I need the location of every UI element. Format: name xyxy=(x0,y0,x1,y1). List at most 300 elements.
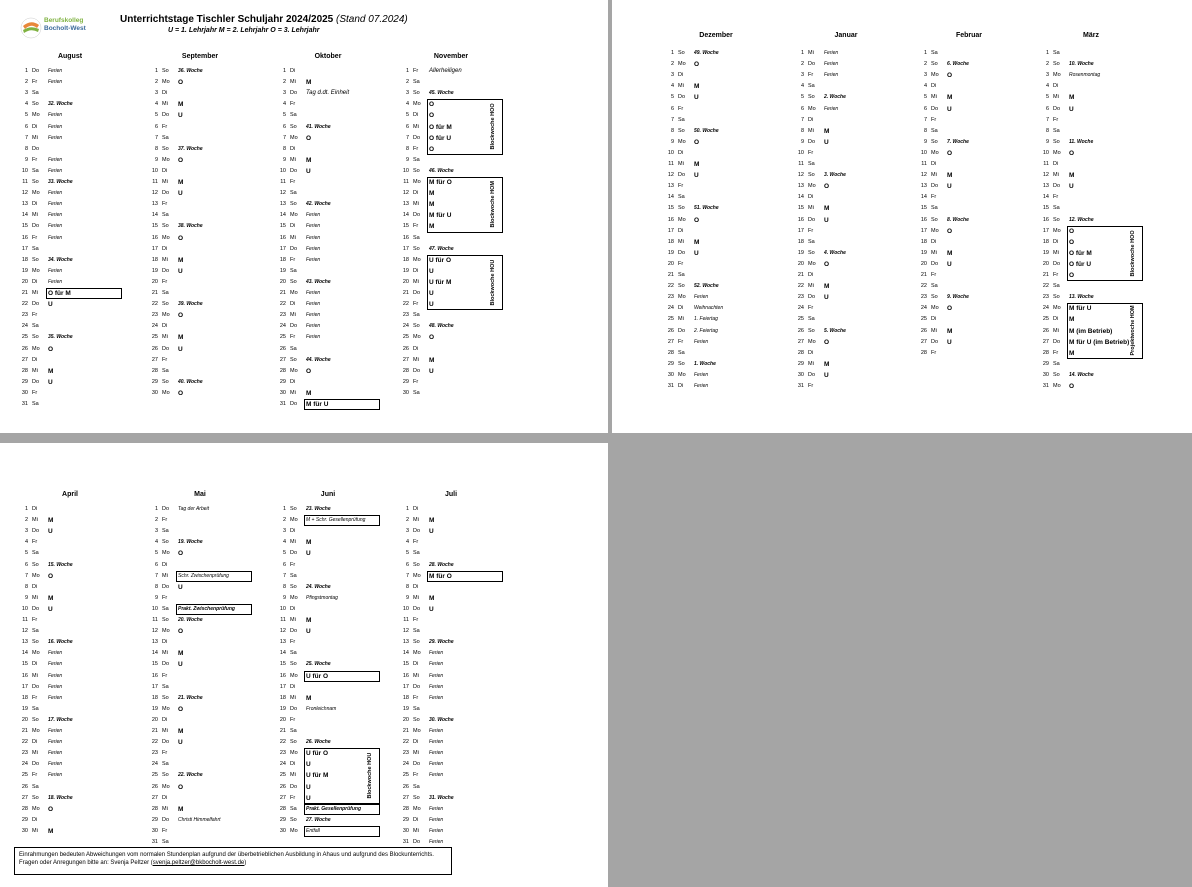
day-number: 26 xyxy=(151,345,158,352)
weekday: Mo xyxy=(32,112,40,119)
day-row xyxy=(146,748,256,759)
weekday: Fr xyxy=(32,156,38,163)
day-marker: M für O xyxy=(429,572,452,580)
day-row xyxy=(16,77,126,88)
day-row xyxy=(915,137,1025,148)
day-number: 1 xyxy=(405,506,409,512)
day-number: 23 xyxy=(920,294,927,301)
weekday: Mo xyxy=(678,138,686,145)
day-number: 8 xyxy=(282,145,286,152)
day-number: 15 xyxy=(279,223,286,230)
day-number: 14 xyxy=(797,194,804,201)
weekday: Sa xyxy=(413,312,420,319)
weekday: Mo xyxy=(1053,149,1061,156)
day-row xyxy=(792,226,902,237)
day-row xyxy=(16,726,126,737)
day-number: 21 xyxy=(279,728,286,734)
day-row xyxy=(792,215,902,226)
day-marker: M xyxy=(429,223,435,231)
day-row xyxy=(146,582,256,593)
weekday: So xyxy=(290,661,297,668)
day-row xyxy=(16,122,126,133)
day-number: 5 xyxy=(800,94,804,101)
day-row xyxy=(274,199,384,210)
day-marker: Ferien xyxy=(48,772,63,779)
weekday: Mo xyxy=(931,305,939,312)
day-number: 16 xyxy=(1042,216,1049,223)
weekday: Mi xyxy=(1053,172,1059,179)
day-row xyxy=(1037,48,1147,59)
day-number: 7 xyxy=(282,134,286,141)
day-number: 25 xyxy=(151,334,158,341)
highlight-box xyxy=(176,604,252,615)
month-header: Januar xyxy=(834,32,858,39)
weekday: Sa xyxy=(290,572,297,579)
weekday: Fr xyxy=(290,101,296,108)
day-marker: Ferien xyxy=(429,739,444,746)
day-number: 20 xyxy=(797,260,804,267)
day-row xyxy=(274,815,384,826)
day-number: 11 xyxy=(403,179,409,185)
weekday: Di xyxy=(32,356,38,363)
weekday: Di xyxy=(413,739,419,746)
weekday: Di xyxy=(678,227,684,234)
weekday: Fr xyxy=(162,827,168,834)
weekday: Sa xyxy=(162,367,169,374)
day-row xyxy=(274,210,384,221)
day-row xyxy=(146,77,256,88)
day-row xyxy=(1037,115,1147,126)
weekday: Sa xyxy=(162,839,169,845)
day-number: 17 xyxy=(279,245,286,252)
day-row xyxy=(146,277,256,288)
day-number: 11 xyxy=(152,179,158,185)
day-number: 14 xyxy=(402,212,409,219)
day-row xyxy=(662,359,772,370)
day-row xyxy=(16,615,126,626)
day-marker: Ferien xyxy=(48,123,63,130)
day-marker: M xyxy=(178,728,184,735)
day-row xyxy=(146,804,256,815)
day-row xyxy=(662,314,772,325)
day-marker: U xyxy=(824,138,829,146)
weekday: Di xyxy=(162,716,168,723)
day-number: 9 xyxy=(923,138,927,145)
weekday: Di xyxy=(162,639,168,646)
day-number: 26 xyxy=(21,783,28,790)
weekday: Fr xyxy=(1053,272,1059,278)
day-number: 11 xyxy=(798,161,804,167)
weekday: Mi xyxy=(290,694,296,701)
day-number: 12 xyxy=(920,172,927,179)
day-row xyxy=(274,548,384,559)
day-number: 15 xyxy=(151,223,158,230)
day-marker: Ferien xyxy=(429,728,444,734)
day-row xyxy=(1037,159,1147,170)
day-number: 7 xyxy=(923,116,927,123)
day-marker: U xyxy=(694,172,699,180)
day-marker: 51. Woche xyxy=(694,205,719,212)
weekday: Do xyxy=(413,212,421,219)
weekday: Mi xyxy=(1053,94,1059,101)
day-row xyxy=(16,804,126,815)
day-number: 21 xyxy=(151,290,158,296)
day-row xyxy=(16,366,126,377)
weekday: Fr xyxy=(290,794,296,801)
day-row xyxy=(915,115,1025,126)
day-marker: Ferien xyxy=(48,750,63,757)
day-row xyxy=(16,110,126,121)
day-marker: M xyxy=(306,79,312,87)
weekday: Fr xyxy=(413,145,419,152)
day-number: 27 xyxy=(21,794,28,801)
day-marker: 21. Woche xyxy=(178,694,203,701)
day-row xyxy=(16,826,126,837)
stand-date: (Stand 07.2024) xyxy=(336,14,408,25)
day-number: 31 xyxy=(151,839,158,845)
day-row xyxy=(397,648,507,659)
weekday: Fr xyxy=(413,772,419,779)
day-marker: 17. Woche xyxy=(48,716,73,723)
weekday: Do xyxy=(808,294,816,301)
weekday: Di xyxy=(1053,83,1059,90)
weekday: Di xyxy=(162,245,168,252)
day-number: 10 xyxy=(279,605,286,612)
day-row xyxy=(146,693,256,704)
weekday: So xyxy=(32,334,39,341)
day-row xyxy=(792,148,902,159)
weekday: Fr xyxy=(1053,116,1059,123)
contact-email-link[interactable]: svenja.peltzer@bkbocholt-west.de xyxy=(152,860,245,866)
day-row xyxy=(792,159,902,170)
weekday: Fr xyxy=(290,256,296,263)
weekday: Do xyxy=(808,61,816,68)
weekday: Sa xyxy=(162,683,169,690)
day-marker: 33. Woche xyxy=(48,179,73,185)
day-number: 7 xyxy=(154,572,158,579)
weekday: Fr xyxy=(162,750,168,757)
weekday: Mi xyxy=(290,539,296,546)
day-row xyxy=(792,115,902,126)
day-marker: Ferien xyxy=(48,267,63,274)
day-row xyxy=(146,133,256,144)
day-number: 22 xyxy=(797,283,804,290)
weekday: So xyxy=(32,101,39,108)
day-marker: M für U (im Betrieb) xyxy=(1069,338,1130,346)
day-row xyxy=(274,582,384,593)
day-number: 27 xyxy=(667,338,674,345)
weekday: Sa xyxy=(290,112,297,119)
day-row xyxy=(397,626,507,637)
day-number: 4 xyxy=(923,83,927,90)
month-header: Februar xyxy=(955,32,983,39)
weekday: So xyxy=(290,583,297,590)
weekday: Fr xyxy=(32,312,38,319)
day-number: 15 xyxy=(402,661,409,668)
day-marker: O xyxy=(178,783,184,791)
day-row xyxy=(274,604,384,615)
day-marker: Ferien xyxy=(48,201,63,208)
day-row xyxy=(397,615,507,626)
day-row xyxy=(662,370,772,381)
day-number: 7 xyxy=(282,572,286,579)
day-number: 4 xyxy=(800,83,804,90)
day-marker: M xyxy=(429,517,435,525)
day-number: 21 xyxy=(402,290,409,296)
day-number: 12 xyxy=(797,172,804,179)
weekday: Mi xyxy=(32,212,38,219)
day-row xyxy=(274,77,384,88)
weekday: Sa xyxy=(32,705,39,712)
weekday: Do xyxy=(931,260,939,267)
day-row xyxy=(662,115,772,126)
weekday: Mi xyxy=(413,517,419,524)
month-header: November xyxy=(433,53,469,60)
day-row xyxy=(397,726,507,737)
weekday: Mo xyxy=(413,728,421,734)
day-row xyxy=(146,377,256,388)
day-marker: 8. Woche xyxy=(947,216,969,223)
day-number: 19 xyxy=(279,267,286,274)
day-row xyxy=(146,726,256,737)
day-row xyxy=(274,504,384,515)
day-number: 13 xyxy=(402,201,409,208)
day-marker: M + Schr. Gesellenprüfung xyxy=(306,517,366,524)
block-week-label: Blockwoche HOU xyxy=(490,259,496,306)
day-number: 3 xyxy=(405,90,409,97)
weekday: So xyxy=(808,172,815,179)
day-marker: Ferien xyxy=(48,739,63,746)
day-number: 20 xyxy=(151,716,158,723)
day-row xyxy=(16,715,126,726)
weekday: Mi xyxy=(162,101,168,108)
day-number: 13 xyxy=(21,639,28,646)
day-number: 17 xyxy=(667,227,674,234)
weekday: Sa xyxy=(808,238,815,245)
day-number: 10 xyxy=(21,605,28,612)
day-number: 13 xyxy=(1042,183,1049,190)
day-marker: U xyxy=(947,260,952,268)
weekday: So xyxy=(290,816,297,823)
weekday: Mo xyxy=(290,827,298,834)
day-marker: Ferien xyxy=(306,245,321,252)
month-header: August xyxy=(57,53,83,60)
day-number: 16 xyxy=(151,672,158,679)
day-number: 15 xyxy=(21,223,28,230)
day-row xyxy=(662,137,772,148)
day-number: 23 xyxy=(151,312,158,319)
weekday: Mi xyxy=(413,594,419,601)
day-row xyxy=(1037,203,1147,214)
day-row xyxy=(397,560,507,571)
day-number: 9 xyxy=(24,594,28,601)
weekday: Fr xyxy=(162,672,168,679)
day-row xyxy=(146,355,256,366)
day-number: 4 xyxy=(24,101,28,108)
highlight-box xyxy=(427,571,503,582)
day-row xyxy=(662,170,772,181)
day-row xyxy=(16,166,126,177)
day-number: 6 xyxy=(24,123,28,130)
day-row xyxy=(1037,59,1147,70)
day-number: 6 xyxy=(154,561,158,568)
day-row xyxy=(662,281,772,292)
day-number: 14 xyxy=(667,194,674,201)
day-marker: Ferien xyxy=(306,312,321,319)
weekday: Do xyxy=(290,245,298,252)
day-number: 9 xyxy=(1045,138,1049,145)
day-marker: O xyxy=(824,183,830,191)
day-marker: Entfall xyxy=(306,827,320,834)
day-marker: M xyxy=(48,367,54,375)
weekday: Mi xyxy=(32,134,38,141)
weekday: So xyxy=(162,617,169,623)
day-number: 18 xyxy=(21,694,28,701)
day-number: 17 xyxy=(151,683,158,690)
day-number: 29 xyxy=(151,816,158,823)
weekday: Sa xyxy=(32,245,39,252)
weekday: Mo xyxy=(290,750,298,757)
day-row xyxy=(16,177,126,188)
day-number: 28 xyxy=(279,805,286,812)
day-row xyxy=(146,233,256,244)
day-marker: U xyxy=(824,371,829,379)
day-row xyxy=(274,321,384,332)
day-marker: M xyxy=(1069,316,1075,324)
day-row xyxy=(1037,126,1147,137)
weekday: So xyxy=(413,639,420,646)
day-marker: Ferien xyxy=(48,68,63,74)
day-number: 9 xyxy=(282,156,286,163)
day-row xyxy=(146,548,256,559)
weekday: Mo xyxy=(931,72,939,79)
day-number: 14 xyxy=(21,212,28,219)
day-number: 1 xyxy=(670,50,674,56)
day-marker: 6. Woche xyxy=(947,61,969,68)
day-row xyxy=(274,144,384,155)
day-number: 21 xyxy=(279,290,286,296)
day-row xyxy=(662,215,772,226)
weekday: Mo xyxy=(1053,72,1061,79)
day-number: 7 xyxy=(24,134,28,141)
day-marker: M xyxy=(429,594,435,602)
weekday: So xyxy=(290,506,297,512)
day-marker: O xyxy=(947,227,953,235)
weekday: So xyxy=(32,256,39,263)
day-row xyxy=(915,70,1025,81)
day-number: 27 xyxy=(1042,338,1049,345)
day-number: 19 xyxy=(402,267,409,274)
weekday: Sa xyxy=(290,650,297,657)
day-number: 10 xyxy=(920,149,927,156)
day-row xyxy=(274,99,384,110)
day-row xyxy=(915,292,1025,303)
day-number: 27 xyxy=(21,356,28,363)
day-marker: Prakt. Zwischenprüfung xyxy=(178,605,235,612)
footer-close: ) xyxy=(244,860,247,866)
day-row xyxy=(792,348,902,359)
day-marker: 20. Woche xyxy=(178,617,203,623)
day-number: 17 xyxy=(797,227,804,234)
day-number: 9 xyxy=(800,138,804,145)
day-number: 26 xyxy=(1042,327,1049,334)
weekday: So xyxy=(808,249,815,256)
day-row xyxy=(1037,170,1147,181)
day-number: 19 xyxy=(21,705,28,712)
day-number: 22 xyxy=(21,301,28,308)
day-number: 16 xyxy=(279,672,286,679)
day-marker: O xyxy=(694,138,700,146)
day-number: 2 xyxy=(24,517,28,524)
weekday: Do xyxy=(413,367,421,374)
day-row xyxy=(792,314,902,325)
day-row xyxy=(146,288,256,299)
weekday: Di xyxy=(931,238,937,245)
day-marker: M xyxy=(178,805,184,813)
day-marker: M xyxy=(947,327,953,335)
day-number: 23 xyxy=(279,750,286,757)
day-row xyxy=(1037,137,1147,148)
day-number: 28 xyxy=(1042,349,1049,356)
weekday: Di xyxy=(931,316,937,323)
day-row xyxy=(792,281,902,292)
month-header: Juli xyxy=(444,491,458,498)
day-marker: O xyxy=(1069,383,1075,390)
day-number: 14 xyxy=(279,212,286,219)
day-number: 20 xyxy=(1042,260,1049,267)
day-row xyxy=(274,255,384,266)
day-marker: Ferien xyxy=(824,61,839,68)
day-number: 13 xyxy=(797,183,804,190)
day-marker: U xyxy=(947,183,952,191)
weekday: Mo xyxy=(162,389,170,396)
weekday: Mo xyxy=(808,183,816,190)
day-number: 1 xyxy=(154,506,158,512)
day-row xyxy=(662,92,772,103)
day-number: 5 xyxy=(282,112,286,119)
day-number: 31 xyxy=(667,383,674,389)
day-row xyxy=(146,332,256,343)
weekday: Sa xyxy=(678,349,685,356)
day-marker: 2. Woche xyxy=(824,94,846,101)
weekday: Mo xyxy=(32,650,40,657)
day-number: 3 xyxy=(24,528,28,535)
weekday: Mi xyxy=(931,172,937,179)
weekday: Fr xyxy=(1053,194,1059,201)
day-row xyxy=(274,188,384,199)
day-marker: U xyxy=(178,190,183,198)
day-number: 1 xyxy=(923,50,927,56)
weekday: Do xyxy=(808,371,816,378)
day-number: 25 xyxy=(279,334,286,341)
day-number: 23 xyxy=(402,750,409,757)
weekday: Mo xyxy=(931,149,939,156)
day-row xyxy=(915,159,1025,170)
weekday: Do xyxy=(808,138,816,145)
day-row xyxy=(16,537,126,548)
day-marker: Ferien xyxy=(824,105,839,112)
weekday: Do xyxy=(290,323,298,330)
day-row xyxy=(397,682,507,693)
day-number: 14 xyxy=(402,650,409,657)
day-number: 3 xyxy=(923,72,927,79)
day-number: 18 xyxy=(1042,238,1049,245)
day-number: 25 xyxy=(402,772,409,779)
weekday: So xyxy=(931,61,938,68)
day-marker: 43. Woche xyxy=(306,278,331,285)
weekday: Sa xyxy=(678,116,685,123)
day-number: 28 xyxy=(151,367,158,374)
